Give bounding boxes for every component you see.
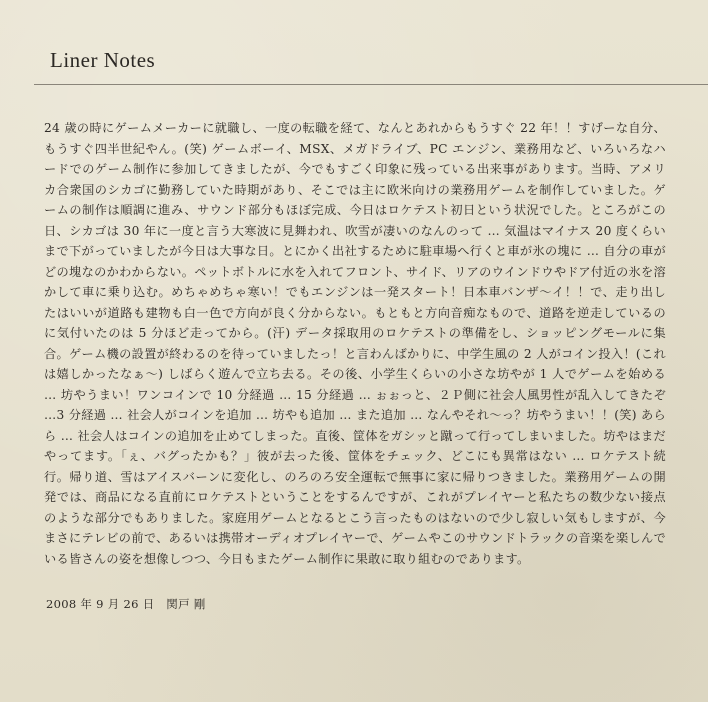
date-signature: 2008 年 9 月 26 日 関戸 剛 [46, 597, 206, 611]
title-divider [34, 84, 708, 85]
liner-notes-body: 24 歳の時にゲームメーカーに就職し、一度の転職を経て、なんとあれからもうすぐ 22 年！！すげーな自分、もうすぐ四半世紀やん。(笑) ゲームボーイ、MSX、メガドライブ、PC エンジン、業務用など、いろいろなハードでのゲーム制作に参加してきましたが、今でもすごく印象に残っている出来事があります。当時、アメリカ合衆国のシカゴに勤務していた時期があり、そこでは主に欧米向けの業務用ゲームを制作していました。ゲームの制作は順調に進み、サウンド部分もほぼ完成、今日はロケテスト初日という状況でした。ところがこの日、シカゴは 30 年に一度と言う大寒波に見舞われ、吹雪が凄いのなんのって … 気温はマイナス 20 度くらいまで下がっていましたが今日は大事な日。とにかく出社するために駐車場へ行くと車が氷の塊に … 自分の車がどの塊なのかわからない。ペットボトルに水を入れてフロント、サイド、リアのウインドウやドア付近の氷を溶かして車に乗り込む。めちゃめちゃ寒い！でもエンジンは一発スタート！日本車バンザ〜イ！！で、走り出したはいいが道路も建物も白一色で方向が良く分からない。もともと方向音痴なもので、道路を逆走しているのに気付いたのは 5 分ほど走ってから。(汗) データ採取用のロケテストの準備をし、ショッピングモールに集合。ゲーム機の設置が終わるのを待っていましたっ！と言わんばかりに、中学生風の 2 人がコイン投入！(これは嬉しかったなぁ〜) しばらく遊んで立ち去る。その後、小学生くらいの小さな坊やが 1 人でゲームを始める … 坊やうまい！ワンコインで 10 分経過 … 15 分経過 … ぉぉっと、２Ｐ側に社会人風男性が乱入してきたぞ …3 分経過 … 社会人がコインを追加 … 坊やも追加 … また追加 … なんやそれ〜っ？坊やうまい！！(笑) あらら … 社会人はコインの追加を止めてしまった。直後、筐体をガシッと蹴って行ってしまいました。坊やはまだやってます。「ぇ、バグったかも？」彼が去った後、筐体をチェック、どこにも異常はない … ロケテスト続行。帰り道、雪はアイスバーンに変化し、のろのろ安全運転で無事に家に帰りつきました。業務用ゲームの開発では、商品になる直前にロケテストということをするんですが、これがプレイヤーと私たちの数少ない接点のような部分でもありました。家庭用ゲームとなるとこう言ったものはないので少し寂しい気もしますが、今まさにテレビの前で、あるいは携帯オーディオプレイヤーで、ゲームやこのサウンドトラックの音楽を楽しんでいる皆さんの姿を想像しつつ、今日もまたゲーム制作に果敢に取り組むのであります。 [44, 121, 666, 566]
page-title: Liner Notes [50, 48, 156, 72]
